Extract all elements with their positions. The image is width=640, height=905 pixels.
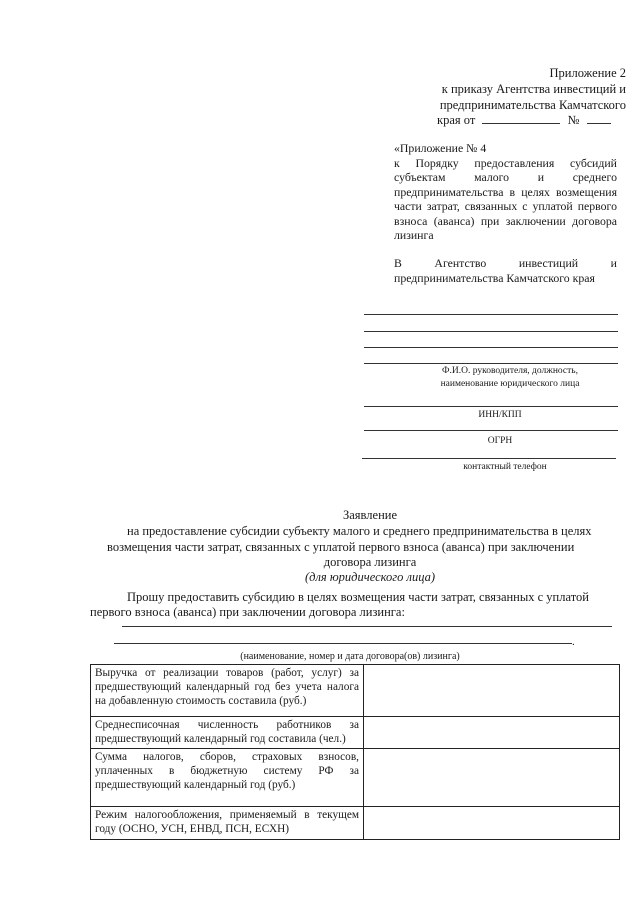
fill-line-2 (364, 331, 618, 332)
table-row (91, 717, 620, 749)
statement-title: Заявление (342, 508, 397, 522)
caption-fio-1: Ф.И.О. руководителя, должность, (442, 366, 578, 376)
fill-line-phone (362, 458, 616, 459)
row-label-tax-regime: Режим налогообложения, применяемый в текущем году (ОСНО, УСН, ЕНВД, ПСН, ЕСХН) (91, 807, 364, 840)
appendix-line-2: субъектам малого и среднего (394, 170, 617, 184)
number-blank (587, 123, 611, 124)
statement-line-2: возмещения части затрат, связанных с уплатой первого взноса (аванса) при заключении (107, 540, 575, 554)
row-value-revenue[interactable] (364, 665, 620, 717)
header-line-2: к приказу Агентства инвестиций и (441, 82, 626, 96)
statement-subtitle: (для юридического лица) (304, 570, 436, 584)
row-value-taxes[interactable] (364, 749, 620, 807)
date-blank (482, 123, 560, 124)
statement-line-3: договора лизинга (323, 555, 417, 569)
row-label-taxes: Сумма налогов, сборов, страховых взносов, уплаченных в бюджетную систему РФ за предшествующий календарный год (руб.) (91, 749, 364, 807)
appendix-line-4: части затрат, связанных с уплатой первого (394, 199, 617, 213)
contract-line-end: . (572, 636, 575, 648)
contract-line-1 (122, 626, 612, 627)
row-value-headcount[interactable] (364, 717, 620, 749)
addressee-line-1: В Агентство инвестиций и (394, 256, 617, 270)
fill-line-1 (364, 314, 618, 315)
table-row (91, 665, 620, 717)
caption-contract: (наименование, номер и дата договора(ов) лизинга) (240, 651, 460, 662)
caption-phone: контактный телефон (463, 462, 547, 472)
header-line-1: Приложение 2 (549, 66, 626, 80)
fill-line-inn (364, 406, 618, 407)
info-table (90, 664, 620, 840)
header-line-3: предпринимательства Камчатского (439, 98, 626, 112)
header-number-label: № (567, 113, 580, 127)
statement-line-1: на предоставление субсидии субъекту малого и среднего предпринимательства в целях (127, 524, 592, 538)
body-line-1: Прошу предоставить субсидию в целях возмещения части затрат, связанных с уплатой (127, 590, 589, 604)
contract-line-2 (114, 643, 572, 644)
addressee-line-2: предпринимательства Камчатского края (394, 271, 595, 285)
header-date-line (437, 113, 611, 128)
table-row (91, 807, 620, 840)
caption-inn: ИНН/КПП (478, 410, 522, 420)
caption-fio-2: наименование юридического лица (440, 379, 580, 389)
body-line-2: первого взноса (аванса) при заключении договора лизинга: (90, 605, 405, 619)
appendix-line-3: предпринимательства в целях возмещения (394, 185, 617, 199)
fill-line-ogrn (364, 430, 618, 431)
row-value-tax-regime[interactable] (364, 807, 620, 840)
appendix-line-5: взноса (аванса) при заключении договора (394, 214, 617, 228)
fill-line-4 (364, 363, 618, 364)
appendix-line-6: лизинга (394, 228, 434, 242)
fill-line-3 (364, 347, 618, 348)
table-row (91, 749, 620, 807)
appendix-line-1: к Порядку предоставления субсидий (394, 156, 617, 170)
header-date-label: края от (437, 113, 476, 127)
row-label-revenue: Выручка от реализации товаров (работ, услуг) за предшествующий календарный год без учета налога на добавленную стоимость составила (руб.) (91, 665, 364, 717)
row-label-headcount: Среднесписочная численность работников за предшествующий календарный год составила (чел.) (91, 717, 364, 749)
caption-ogrn: ОГРН (487, 436, 513, 446)
appendix-title: «Приложение № 4 (394, 141, 487, 155)
